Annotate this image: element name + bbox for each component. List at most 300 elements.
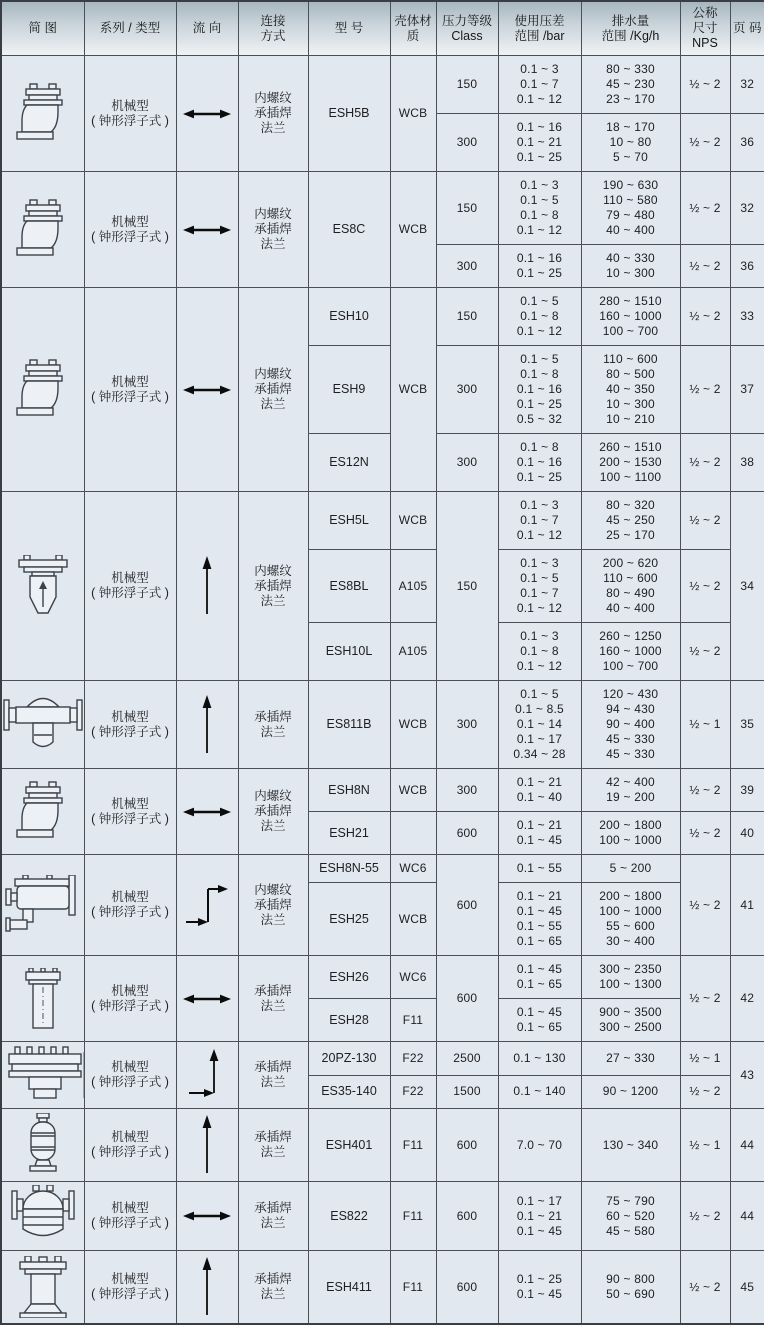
capacity-range-cell-line: 200 ~ 1800 [599,818,662,832]
material-cell [390,1042,436,1076]
connection-line: 法兰 [260,397,286,411]
model-cell [308,769,390,812]
series-line: 机械型 [111,374,149,389]
pressure-range-cell-line: 0.1 ~ 8 [520,309,559,323]
class-cell [436,434,498,492]
series-cell [84,769,176,855]
pressure-range-cell-line: 0.1 ~ 65 [516,1020,563,1034]
nps-cell-value: ½ ~ 2 [689,825,721,840]
pressure-range-cell-line: 0.1 ~ 3 [520,178,559,192]
diagram-cell [1,681,84,769]
header-line: 公称 [692,6,718,20]
nps-cell-value: ½ ~ 2 [689,135,721,149]
capacity-range-cell-line: 300 ~ 2500 [599,1020,662,1034]
capacity-range-cell-line: 110 ~ 580 [603,193,658,207]
capacity-range-cell [581,346,680,434]
page-number-cell-value: 32 [740,77,755,91]
page-number-cell-value: 39 [740,782,755,797]
connection-cell [238,956,308,1042]
series-cell [84,956,176,1042]
nps-cell-value: ½ ~ 2 [689,782,721,797]
flow-arrow-up-icon [179,695,236,755]
class-cell [436,1182,498,1251]
capacity-range-cell [581,956,680,999]
nps-cell-value: ½ ~ 2 [689,382,721,396]
pressure-range-cell-line: 0.1 ~ 21 [516,775,563,789]
nps-cell [680,1042,730,1076]
page-number-cell [730,1109,764,1182]
header-line: 简 图 [28,21,57,35]
diagram-cell [1,1042,84,1109]
column-header-connection [238,1,308,56]
capacity-range-cell [581,855,680,883]
material-cell-value: WCB [398,222,428,236]
column-header-label [682,6,729,51]
connection-line: 内螺纹 [254,207,292,221]
pressure-range-cell-line: 0.1 ~ 8 [520,208,559,222]
pressure-range-cell-line: 0.1 ~ 25 [516,150,563,164]
pressure-range-cell [498,812,581,855]
pressure-range-cell [498,434,581,492]
pressure-range-cell-line: 0.1 ~ 7 [520,77,559,91]
table-row [1,1042,764,1076]
connection-line: 法兰 [260,237,286,251]
connection-line: 承插焊 [254,983,292,998]
material-cell [390,999,436,1042]
diagram-cell [1,769,84,855]
nps-cell [680,1075,730,1109]
nps-cell [680,812,730,855]
capacity-range-cell-line: 80 ~ 490 [606,586,655,600]
connection-line: 承插焊 [254,1060,292,1074]
capacity-range-cell [581,883,680,956]
page-number-cell-value: 36 [740,258,755,273]
material-cell [390,883,436,956]
pressure-range-cell-line: 0.1 ~ 12 [516,92,563,106]
connection-line: 法兰 [260,724,286,739]
capacity-range-cell-line: 110 ~ 600 [603,571,658,585]
header-line: 排水量 [611,13,650,28]
class-cell-value: 600 [456,825,478,840]
pressure-range-cell-line: 0.1 ~ 130 [513,1050,566,1065]
material-cell-value: WCB [398,513,428,527]
connection-line: 内螺纹 [254,91,292,105]
pressure-range-cell-line: 0.1 ~ 17 [516,1193,563,1208]
nps-cell-value: ½ ~ 2 [689,578,721,593]
pressure-range-cell-line: 0.1 ~ 12 [516,528,563,542]
connection-line: 承插焊 [254,897,292,912]
connection-line: 承插焊 [254,382,292,396]
material-cell-value: WCB [398,717,428,731]
flow-cell [176,172,238,288]
class-cell-value: 300 [456,258,478,273]
page-number-cell-value: 44 [740,1208,755,1223]
capacity-range-cell-line: 5 ~ 200 [609,861,652,875]
nps-cell-value: ½ ~ 2 [689,1208,721,1223]
flow-arrow-horizontal-icon [179,383,236,397]
class-cell [436,956,498,1042]
capacity-range-cell-line: 200 ~ 1530 [599,455,662,469]
material-cell [390,492,436,550]
pressure-range-cell [498,245,581,288]
capacity-range-cell-line: 45 ~ 250 [606,513,655,527]
header-line: 流 向 [192,21,222,35]
column-header-label [3,21,83,36]
diagram-cell [1,1251,84,1325]
nps-cell-value: ½ ~ 2 [689,200,721,215]
series-line: 机械型 [111,890,149,904]
page-number-cell [730,172,764,245]
nps-cell-value: ½ ~ 2 [689,1279,721,1294]
capacity-range-cell-line: 50 ~ 690 [606,1287,655,1301]
model-cell [308,1109,390,1182]
nps-cell-value: ½ ~ 2 [689,77,721,91]
column-header-label [732,21,764,36]
class-cell [436,492,498,681]
material-cell [390,1109,436,1182]
class-cell-value: 1500 [453,1084,481,1099]
trap-diagram-flanged-column [3,1256,83,1318]
connection-line: 法兰 [260,912,286,927]
model-cell-value: ESH411 [326,1279,372,1294]
series-line: ( 钟形浮子式 ) [91,1287,169,1301]
flow-arrow-up-icon [179,556,236,616]
connection-line: 法兰 [260,1075,286,1089]
pressure-range-cell [498,492,581,550]
flow-arrow-horizontal-icon [179,223,236,237]
pressure-range-cell-line: 0.1 ~ 12 [516,659,563,673]
model-cell [308,883,390,956]
connection-cell [238,492,308,681]
connection-cell [238,681,308,769]
page-number-cell [730,346,764,434]
capacity-range-cell-line: 100 ~ 1300 [599,977,662,991]
flow-arrow-horizontal-icon [179,805,236,819]
class-cell [436,172,498,245]
class-cell-value: 150 [456,77,478,91]
page-number-cell-value: 40 [740,825,755,840]
pressure-range-cell-line: 0.1 ~ 40 [516,790,563,804]
material-cell [390,769,436,812]
nps-cell-value: ½ ~ 2 [689,309,721,323]
capacity-range-cell-line: 100 ~ 1000 [599,833,662,847]
capacity-range-cell-line: 90 ~ 800 [606,1272,655,1286]
column-header-nps [680,1,730,56]
capacity-range-cell [581,812,680,855]
column-header-material [390,1,436,56]
column-header-series [84,1,176,56]
pressure-range-cell [498,56,581,114]
page-number-cell-value: 42 [740,991,755,1005]
diagram-cell [1,492,84,681]
series-line: 机械型 [111,1272,149,1286]
connection-line: 内螺纹 [254,789,292,803]
class-cell-value: 600 [456,1137,478,1152]
pressure-range-cell-line: 0.1 ~ 55 [516,919,563,933]
header-line: 尺寸 [692,21,718,35]
model-cell-value: ESH10 [329,309,369,323]
flow-cell [176,288,238,492]
capacity-range-cell-line: 200 ~ 620 [602,556,659,570]
class-cell [436,769,498,812]
series-cell [84,56,176,172]
nps-cell-value: ½ ~ 1 [689,1050,721,1065]
class-cell [436,855,498,956]
class-cell-value: 300 [456,455,478,469]
nps-cell [680,550,730,623]
diagram-cell [1,1182,84,1251]
flow-cell [176,956,238,1042]
connection-line: 内螺纹 [254,367,292,381]
series-cell [84,855,176,956]
pressure-range-cell [498,172,581,245]
connection-line: 承插焊 [254,1130,292,1144]
capacity-range-cell [581,999,680,1042]
series-line: 机械型 [111,709,149,724]
model-cell-value: ES35-140 [321,1084,377,1099]
table-row [1,956,764,999]
series-line: ( 钟形浮子式 ) [91,998,169,1013]
pressure-range-cell-line: 0.1 ~ 5 [520,352,559,366]
nps-cell [680,245,730,288]
material-cell [390,681,436,769]
material-cell-value: WCB [398,106,428,120]
capacity-range-cell-line: 45 ~ 230 [606,77,655,91]
nps-cell-value: ½ ~ 2 [689,455,721,469]
header-line: 型 号 [334,21,364,35]
pressure-range-cell-line: 0.1 ~ 3 [520,556,559,570]
table-row [1,681,764,769]
header-row [1,1,764,56]
column-header-dp [498,1,581,56]
capacity-range-cell [581,56,680,114]
header-line: 连接 [260,13,286,28]
series-line: ( 钟形浮子式 ) [91,113,169,128]
class-cell-value: 150 [456,578,478,593]
capacity-range-cell-line: 100 ~ 1100 [599,470,662,484]
capacity-range-cell-line: 25 ~ 170 [606,528,655,542]
capacity-range-cell-line: 45 ~ 580 [606,1223,655,1238]
series-cell [84,172,176,288]
column-header-diagram [1,1,84,56]
model-cell-value: ESH28 [329,1012,369,1027]
connection-line: 法兰 [260,998,286,1013]
column-header-flow [176,1,238,56]
trap-diagram-bucket-elbow [3,875,83,935]
header-line: 系列 / 类型 [99,21,161,35]
pressure-range-cell-line: 0.1 ~ 12 [516,223,563,237]
header-line: 页 码 [733,21,762,35]
class-cell-value: 300 [456,717,478,731]
capacity-range-cell-line: 94 ~ 430 [606,702,655,716]
series-line: 机械型 [111,1130,149,1144]
capacity-range-cell-line: 23 ~ 170 [606,92,655,106]
header-line: NPS [692,36,718,50]
column-header-label [240,14,307,44]
pressure-range-cell-line: 0.1 ~ 25 [516,397,563,411]
model-cell [308,492,390,550]
capacity-range-cell-line: 45 ~ 330 [606,747,655,761]
trap-diagram-bell-float-angle [3,83,83,145]
flow-arrow-up-icon [179,1257,236,1317]
capacity-range-cell-line: 200 ~ 1800 [599,889,662,903]
model-cell-value: ESH10L [325,644,373,658]
connection-line: 法兰 [260,1287,286,1301]
diagram-cell [1,855,84,956]
material-cell [390,550,436,623]
material-cell [390,1182,436,1251]
connection-line: 承插焊 [254,1201,292,1215]
flow-cell [176,1251,238,1325]
series-cell [84,492,176,681]
column-header-label [438,14,497,44]
capacity-range-cell-line: 120 ~ 430 [602,687,659,701]
series-line: 机械型 [111,796,149,811]
pressure-range-cell-line: 0.1 ~ 45 [516,833,563,847]
material-cell-value: A105 [398,578,428,593]
class-cell [436,1042,498,1076]
model-cell [308,999,390,1042]
header-line: 质 [406,28,420,43]
class-cell [436,1109,498,1182]
model-cell-value: ESH26 [329,969,369,984]
class-cell [436,56,498,114]
nps-cell-value: ½ ~ 2 [689,258,721,273]
flow-arrow-horizontal-icon [179,992,236,1006]
table-body [1,56,764,1325]
pressure-range-cell [498,550,581,623]
connection-line: 承插焊 [254,709,292,724]
class-cell-value: 150 [456,200,478,215]
capacity-range-cell [581,288,680,346]
page-number-cell [730,288,764,346]
pressure-range-cell-line: 7.0 ~ 70 [516,1137,563,1152]
nps-cell [680,114,730,172]
capacity-range-cell [581,1042,680,1076]
capacity-range-cell [581,1109,680,1182]
capacity-range-cell-line: 79 ~ 480 [606,208,655,222]
material-cell [390,812,436,855]
class-cell [436,812,498,855]
pressure-range-cell-line: 0.1 ~ 45 [516,904,563,918]
capacity-range-cell [581,1182,680,1251]
header-line: 使用压差 [514,13,565,28]
series-line: ( 钟形浮子式 ) [91,1216,169,1230]
capacity-range-cell [581,769,680,812]
header-line: 方式 [260,28,286,43]
page-number-cell [730,492,764,681]
capacity-range-cell [581,245,680,288]
pressure-range-cell-line: 0.5 ~ 32 [516,412,563,426]
flow-cell [176,1182,238,1251]
material-cell-value: F11 [402,1137,424,1152]
pressure-range-cell-line: 0.1 ~ 8 [520,440,559,454]
capacity-range-cell-line: 40 ~ 400 [606,601,655,615]
model-cell-value: ESH8N-55 [319,861,379,875]
model-cell-value: ESH8N [328,782,370,797]
table-row [1,1109,764,1182]
material-cell-value: WCB [398,782,428,797]
flow-arrow-horizontal-icon [179,107,236,121]
capacity-range-cell-line: 160 ~ 1000 [599,644,662,658]
class-cell-value: 300 [456,135,478,149]
series-line: 机械型 [111,1060,149,1074]
capacity-range-cell-line: 280 ~ 1510 [599,294,662,308]
class-cell-value: 300 [456,382,478,396]
class-cell-value: 600 [456,1279,478,1294]
pressure-range-cell [498,769,581,812]
pressure-range-cell [498,883,581,956]
pressure-range-cell-line: 0.1 ~ 7 [520,513,559,527]
material-cell-value: WCB [398,911,428,926]
class-cell [436,681,498,769]
model-cell [308,1042,390,1076]
capacity-range-cell-line: 30 ~ 400 [606,934,655,948]
pressure-range-cell [498,1042,581,1076]
page-number-cell-value: 38 [740,455,755,469]
model-cell-value: ESH5L [329,513,369,527]
flow-arrow-horizontal-icon [179,1209,236,1223]
pressure-range-cell-line: 0.1 ~ 21 [516,1208,563,1223]
nps-cell [680,1251,730,1325]
page-number-cell [730,769,764,812]
capacity-range-cell-line: 45 ~ 330 [606,732,655,746]
page-number-cell-value: 33 [740,309,755,323]
series-line: ( 钟形浮子式 ) [91,724,169,739]
pressure-range-cell-line: 0.1 ~ 14 [516,717,563,731]
page-number-cell-value: 34 [740,578,755,593]
class-cell [436,1075,498,1109]
page-number-cell [730,855,764,956]
capacity-range-cell-line: 40 ~ 400 [606,223,655,237]
capacity-range-cell [581,623,680,681]
page-number-cell-value: 44 [740,1137,755,1152]
series-cell [84,288,176,492]
capacity-range-cell-line: 27 ~ 330 [606,1050,655,1065]
pressure-range-cell-line: 0.1 ~ 21 [516,889,563,903]
column-header-label [583,14,679,44]
pressure-range-cell [498,999,581,1042]
page-number-cell [730,434,764,492]
material-cell-value: A105 [398,644,428,658]
capacity-range-cell-line: 40 ~ 350 [606,382,655,396]
class-cell [436,346,498,434]
capacity-range-cell-line: 190 ~ 630 [602,178,659,192]
capacity-range-cell-line: 300 ~ 2350 [599,962,662,976]
connection-line: 承插焊 [254,804,292,818]
model-cell-value: ESH25 [329,911,369,926]
header-line: 范围 /Kg/h [601,28,660,43]
connection-line: 承插焊 [254,106,292,120]
capacity-range-cell [581,681,680,769]
pressure-range-cell-line: 0.1 ~ 5 [520,294,559,308]
diagram-cell [1,956,84,1042]
series-line: ( 钟形浮子式 ) [91,389,169,404]
header-line: 范围 /bar [514,28,565,43]
page-number-cell-value: 41 [740,897,755,912]
model-cell-value: ESH9 [332,382,366,396]
nps-cell [680,855,730,956]
capacity-range-cell [581,492,680,550]
capacity-range-cell [581,434,680,492]
nps-cell-value: ½ ~ 1 [689,717,721,731]
table-row [1,769,764,812]
table-row [1,56,764,114]
series-line: ( 钟形浮子式 ) [91,1145,169,1159]
connection-line: 法兰 [260,121,286,135]
material-cell-value: F22 [402,1084,424,1099]
page-number-cell-value: 32 [740,200,755,215]
